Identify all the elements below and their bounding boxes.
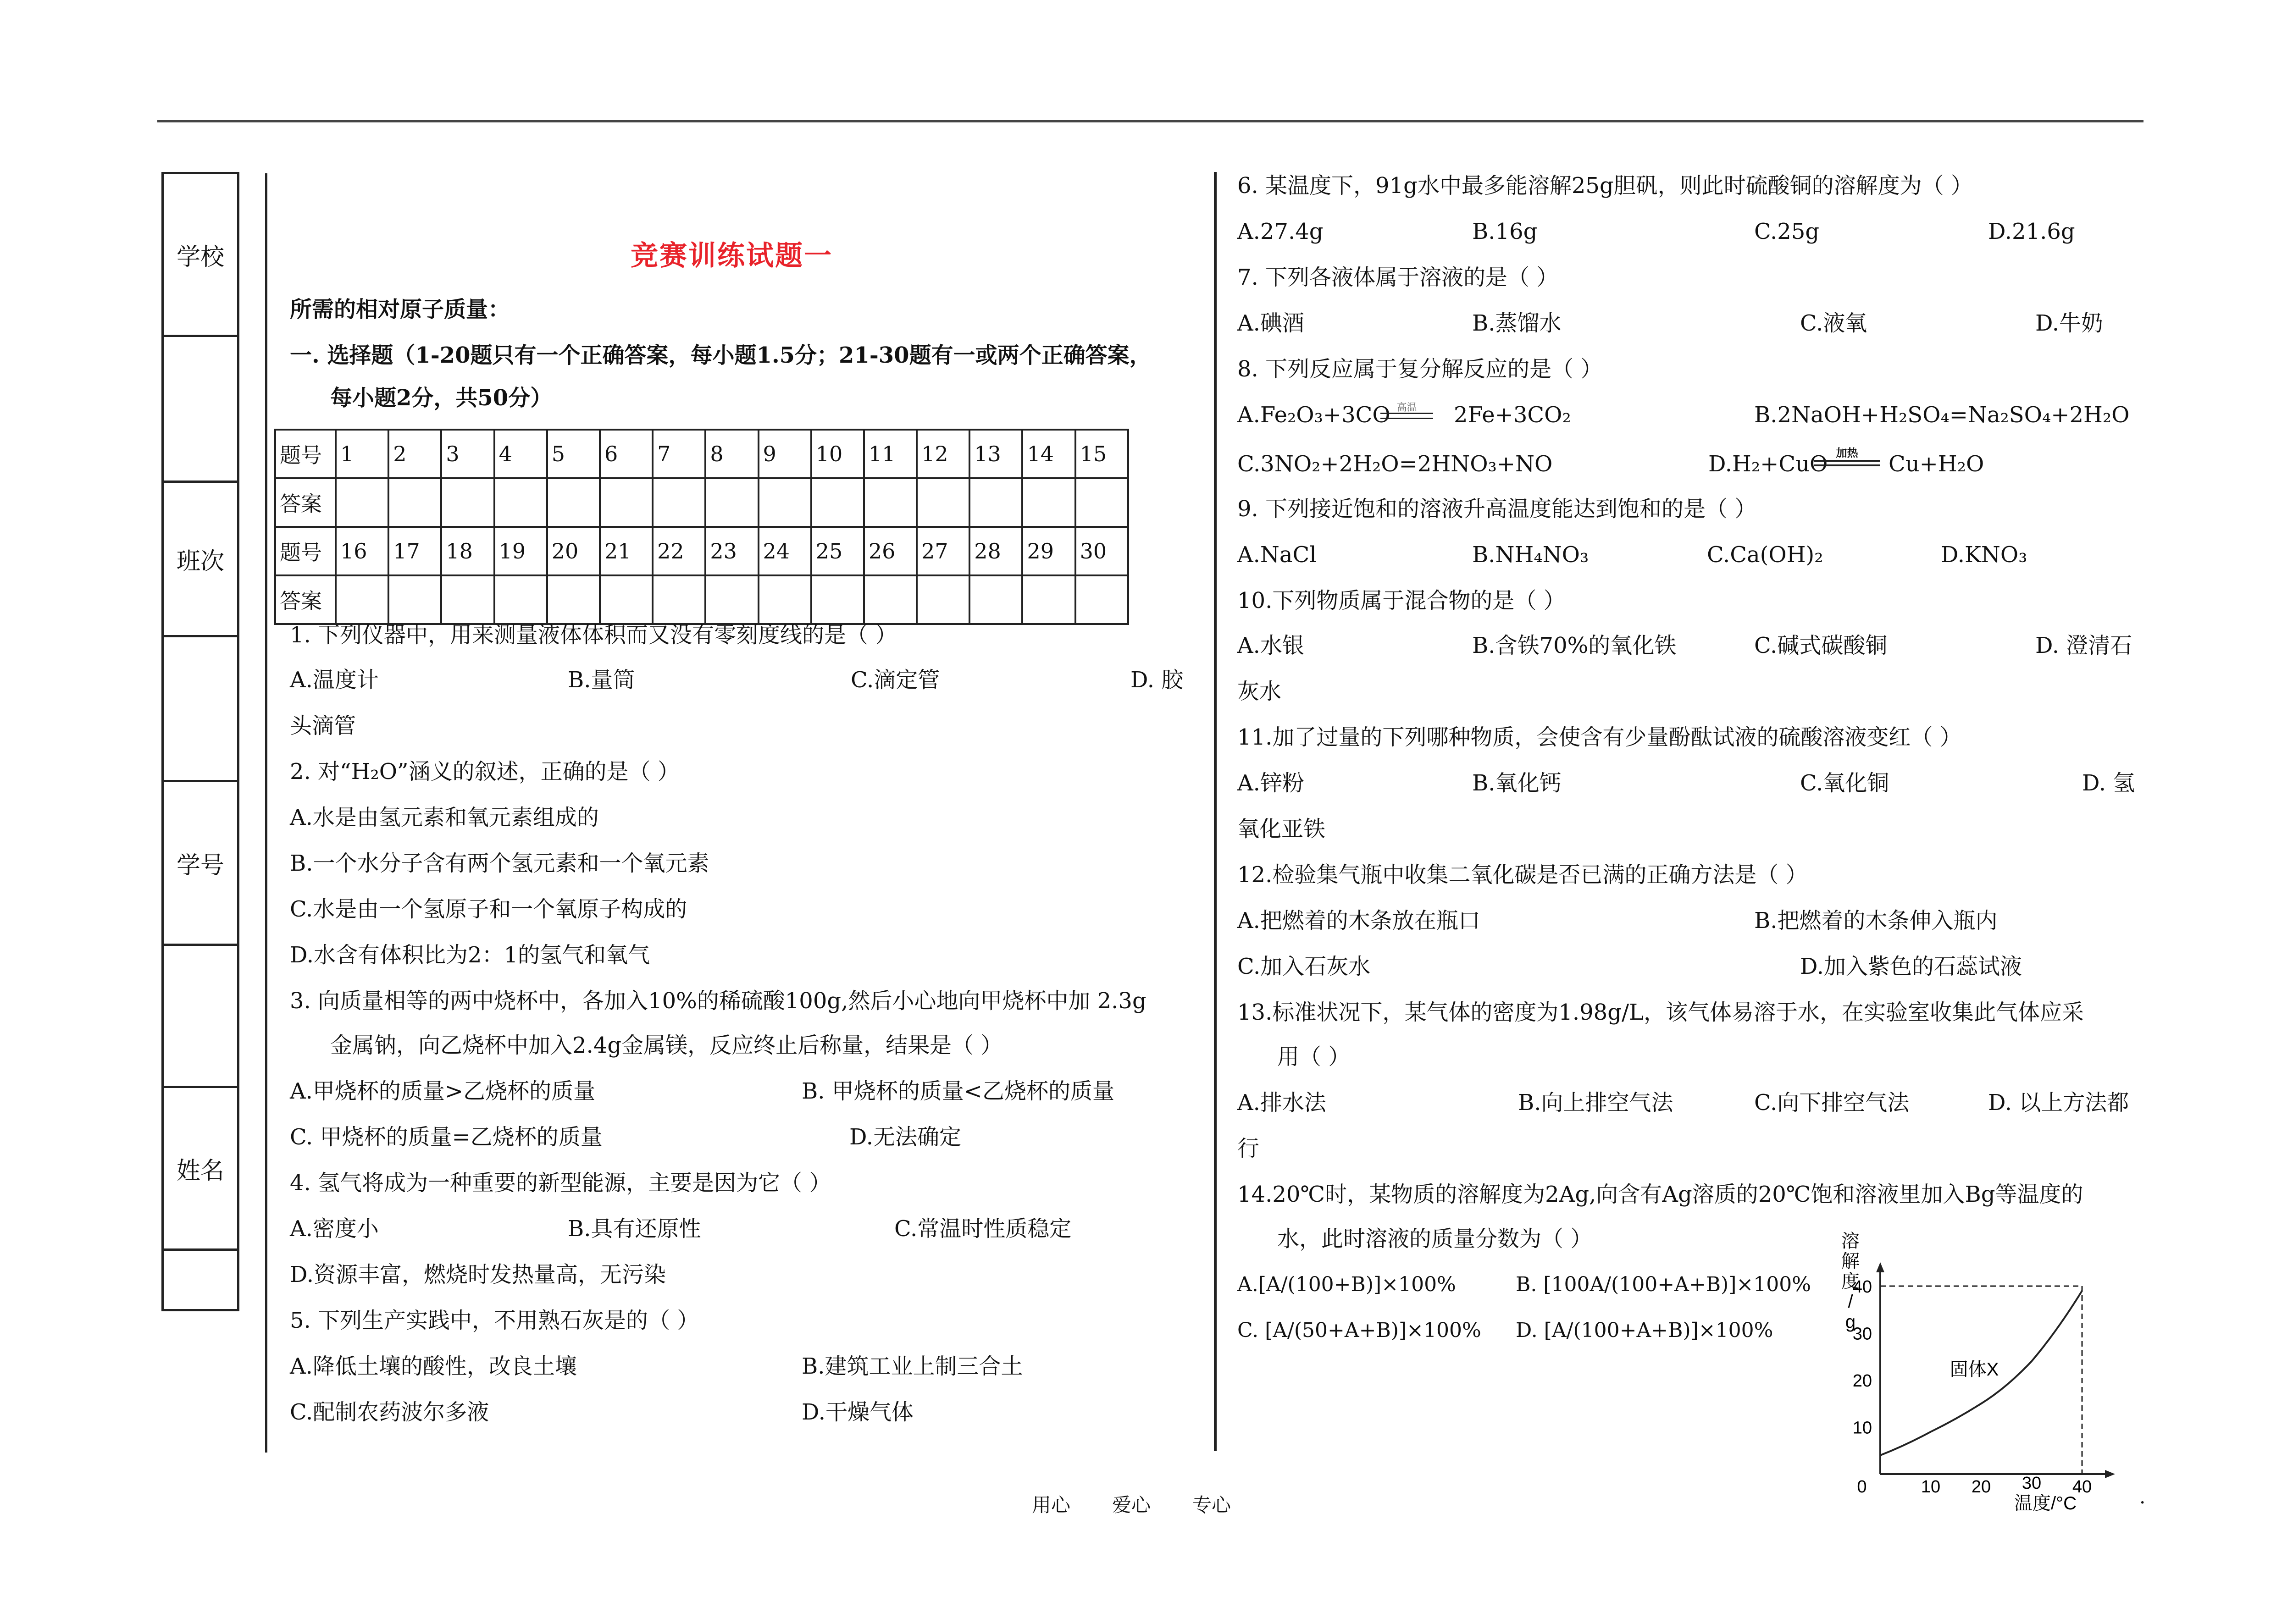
q12-option-b: B.把燃着的木条伸入瓶内: [1754, 908, 1998, 934]
question-7: 7. 下列各液体属于溶液的是（ ）: [1237, 265, 1559, 290]
answer-cell[interactable]: [811, 478, 864, 527]
q7-option-b: B.蒸馏水: [1472, 310, 1562, 336]
table-cell: 24: [759, 527, 811, 575]
y-tick-label: 20: [1852, 1371, 1872, 1391]
class-label: 班次: [164, 483, 237, 637]
table-cell: 9: [759, 430, 811, 478]
curve-annotation: 固体X: [1950, 1359, 1999, 1380]
answer-cell[interactable]: [1022, 478, 1075, 527]
table-cell: 3: [441, 430, 494, 478]
q11-option-b: B.氧化钙: [1472, 770, 1562, 796]
question-3: 3. 向质量相等的两中烧杯中，各加入10%的稀硫酸100g,然后小心地向甲烧杯中加 2.3g: [290, 988, 1146, 1014]
question-10: 10.下列物质属于混合物的是（ ）: [1237, 588, 1566, 613]
table-cell: 10: [811, 430, 864, 478]
q8-option-a: A.Fe₂O₃+3CO: [1237, 402, 1390, 428]
table-cell: 15: [1075, 430, 1128, 478]
q3-option-b: B. 甲烧杯的质量<乙烧杯的质量: [802, 1078, 1115, 1104]
q1-option-a: A.温度计: [290, 667, 379, 693]
q11-option-d-wrap: 氧化亚铁: [1237, 816, 1326, 842]
q9-option-b: B.NH₄NO₃: [1472, 542, 1589, 568]
answer-cell[interactable]: [494, 478, 547, 527]
q14-option-d: D. [A/(100+A+B)]×100%: [1516, 1319, 1773, 1342]
table-cell: 题号: [275, 527, 336, 575]
q10-option-b: B.含铁70%的氧化铁: [1472, 633, 1677, 658]
name-blank: [164, 1251, 237, 1309]
answer-cell[interactable]: [388, 478, 441, 527]
q6-option-c: C.25g: [1754, 219, 1820, 244]
q4-option-d: D.资源丰富，燃烧时发热量高，无污染: [290, 1262, 666, 1287]
answer-cell[interactable]: [494, 575, 547, 624]
q5-option-b: B.建筑工业上制三合土: [802, 1353, 1023, 1379]
question-2: 2. 对“H₂O”涵义的叙述，正确的是（ ）: [290, 759, 680, 784]
table-cell: 11: [864, 430, 917, 478]
question-6: 6. 某温度下，91g水中最多能溶解25g胆矾，则此时硫酸铜的溶解度为（ ）: [1237, 173, 1973, 199]
q1-option-b: B.量筒: [568, 667, 635, 693]
q12-option-c: C.加入石灰水: [1237, 954, 1371, 979]
table-cell: 22: [653, 527, 705, 575]
table-cell: 8: [705, 430, 758, 478]
q14-option-b: B. [100A/(100+A+B)]×100%: [1516, 1273, 1811, 1296]
y-tick-label: 30: [1852, 1324, 1872, 1344]
question-13-cont: 用（ ）: [1277, 1044, 1351, 1070]
table-cell: 19: [494, 527, 547, 575]
y-axis-label-char: /: [1848, 1292, 1853, 1312]
q2-option-a: A.水是由氢元素和氧元素组成的: [290, 805, 599, 830]
top-rule: [157, 120, 2143, 122]
question-9: 9. 下列接近饱和的溶液升高温度能达到饱和的是（ ）: [1237, 496, 1757, 522]
q4-option-c: C.常温时性质稳定: [894, 1216, 1072, 1242]
table-cell: 2: [388, 430, 441, 478]
answer-cell[interactable]: [1075, 575, 1128, 624]
footer-word: 专心: [1192, 1494, 1231, 1516]
q12-option-a: A.把燃着的木条放在瓶口: [1237, 908, 1480, 934]
q3-option-d: D.无法确定: [849, 1124, 962, 1150]
binding-line: [265, 173, 267, 1453]
table-cell: 5: [547, 430, 600, 478]
question-14: 14.20℃时，某物质的溶解度为2Ag,向含有Ag溶质的20℃饱和溶液里加入Bg等温度的: [1237, 1182, 2083, 1207]
table-cell: 12: [917, 430, 969, 478]
q4-option-b: B.具有还原性: [568, 1216, 701, 1242]
table-cell: 18: [441, 527, 494, 575]
y-axis-arrow: [1876, 1262, 1884, 1272]
q6-option-d: D.21.6g: [1988, 219, 2075, 244]
answer-cell[interactable]: [653, 575, 705, 624]
table-row: [275, 478, 1128, 527]
q13-option-c: C.向下排空气法: [1754, 1090, 1910, 1116]
q12-option-d: D.加入紫色的石蕊试液: [1800, 954, 2022, 979]
answer-cell[interactable]: [441, 575, 494, 624]
footer-word: 用心: [1032, 1494, 1071, 1516]
q6-option-b: B.16g: [1472, 219, 1538, 244]
table-cell: 21: [600, 527, 653, 575]
q7-option-c: C.液氧: [1800, 310, 1867, 336]
answer-cell[interactable]: [441, 478, 494, 527]
table-cell: 27: [917, 527, 969, 575]
table-row: [275, 575, 1128, 624]
answer-cell[interactable]: [917, 478, 969, 527]
column-divider: [1214, 172, 1217, 1451]
question-14-cont: 水，此时溶液的质量分数为（ ）: [1277, 1226, 1593, 1252]
q1-option-d: D. 胶: [1130, 667, 1184, 693]
answer-cell[interactable]: [600, 575, 653, 624]
y-tick-label: 10: [1852, 1418, 1872, 1438]
school-label: 学校: [164, 174, 237, 337]
question-13: 13.标准状况下，某气体的密度为1.98g/L，该气体易溶于水，在实验室收集此气体应采: [1237, 1000, 2084, 1025]
q5-option-c: C.配制农药波尔多液: [290, 1399, 489, 1425]
answer-cell[interactable]: [1075, 478, 1128, 527]
student-info-column: [161, 172, 239, 1311]
section-heading: 一. 选择题（1-20题只有一个正确答案，每小题1.5分；21-30题有一或两个正确答案，: [290, 342, 1152, 368]
school-blank: [164, 337, 237, 483]
x-axis-arrow: [2105, 1470, 2115, 1478]
q2-option-c: C.水是由一个氢原子和一个氧原子构成的: [290, 896, 687, 922]
q8-option-b: B.2NaOH+H₂SO₄=Na₂SO₄+2H₂O: [1754, 402, 2130, 428]
table-row: [275, 430, 1128, 478]
q8-d-condition: 加热: [1836, 446, 1858, 459]
table-cell: 29: [1022, 527, 1075, 575]
q13-option-d-wrap: 行: [1237, 1136, 1260, 1161]
table-cell: 答案: [275, 478, 336, 527]
student-id-blank: [164, 946, 237, 1088]
q5-option-d: D.干燥气体: [802, 1399, 914, 1425]
answer-cell[interactable]: [547, 478, 600, 527]
footer-dot: .: [2139, 1486, 2146, 1508]
answer-cell[interactable]: [759, 575, 811, 624]
q8-a-arrow: [1380, 413, 1433, 419]
name-label: 姓名: [164, 1088, 237, 1251]
q1-option-c: C.滴定管: [851, 667, 940, 693]
table-cell: 6: [600, 430, 653, 478]
y-axis-label-char: 溶: [1841, 1231, 1860, 1251]
q14-option-a: A.[A/(100+B)]×100%: [1237, 1273, 1456, 1296]
answer-cell[interactable]: [388, 575, 441, 624]
table-cell: 题号: [275, 430, 336, 478]
answer-cell[interactable]: [547, 575, 600, 624]
answer-cell[interactable]: [600, 478, 653, 527]
footer-word: 爱心: [1112, 1494, 1151, 1516]
q9-option-d: D.KNO₃: [1941, 542, 2027, 568]
page-title: 竞赛训练试题一: [631, 240, 833, 272]
q13-option-d: D. 以上方法都: [1988, 1090, 2129, 1116]
table-cell: 17: [388, 527, 441, 575]
student-id-label: 学号: [164, 782, 237, 946]
q4-option-a: A.密度小: [290, 1216, 379, 1242]
question-4: 4. 氢气将成为一种重要的新型能源，主要是因为它（ ）: [290, 1170, 831, 1196]
x-axis-label: 温度/°C: [2014, 1493, 2077, 1514]
q2-option-d: D.水含有体积比为2：1的氢气和氧气: [290, 942, 650, 968]
table-cell: 1: [336, 430, 388, 478]
answer-cell[interactable]: [864, 575, 917, 624]
answer-cell[interactable]: [917, 575, 969, 624]
x-tick-label: 30: [2022, 1474, 2042, 1493]
x-tick-label: 20: [1971, 1477, 1991, 1497]
y-axis-label: [1841, 1231, 1860, 1332]
atomic-mass-heading: 所需的相对原子质量：: [290, 297, 510, 322]
x-tick-label: 10: [1921, 1477, 1941, 1497]
q10-option-d: D. 澄清石: [2035, 633, 2132, 658]
question-3-cont: 金属钠，向乙烧杯中加入2.4g金属镁，反应终止后称量，结果是（ ）: [330, 1033, 1003, 1058]
q7-option-a: A.碘酒: [1237, 310, 1304, 336]
answer-cell[interactable]: [653, 478, 705, 527]
table-cell: 4: [494, 430, 547, 478]
q10-option-d-wrap: 灰水: [1237, 679, 1282, 704]
table-cell: 23: [705, 527, 758, 575]
answer-table: [274, 429, 1129, 625]
x-tick-label: 40: [2072, 1477, 2092, 1497]
table-cell: 7: [653, 430, 705, 478]
table-cell: 28: [969, 527, 1022, 575]
q8-option-d: D.H₂+CuO: [1708, 451, 1828, 477]
table-cell: 20: [547, 527, 600, 575]
question-1: 1. 下列仪器中，用来测量液体体积而又没有零刻度线的是（ ）: [290, 622, 897, 648]
table-cell: 14: [1022, 430, 1075, 478]
q10-option-a: A.水银: [1237, 633, 1304, 658]
y-axis-label-char: g: [1845, 1312, 1856, 1332]
q7-option-d: D.牛奶: [2035, 310, 2104, 336]
question-12: 12.检验集气瓶中收集二氧化碳是否已满的正确方法是（ ）: [1237, 862, 1808, 888]
table-cell: 答案: [275, 575, 336, 624]
q1-option-d-wrap: 头滴管: [290, 713, 356, 739]
answer-cell[interactable]: [811, 575, 864, 624]
section-heading-cont: 每小题2分，共50分）: [330, 385, 553, 411]
question-11: 11.加了过量的下列哪种物质，会使含有少量酚酞试液的硫酸溶液变红（ ）: [1237, 724, 1962, 750]
q10-option-c: C.碱式碳酸铜: [1754, 633, 1888, 658]
answer-cell[interactable]: [969, 478, 1022, 527]
answer-cell[interactable]: [705, 478, 758, 527]
q11-option-c: C.氧化铜: [1800, 770, 1889, 796]
q13-option-b: B.向上排空气法: [1518, 1090, 1673, 1116]
q8-option-a-product: 2Fe+3CO₂: [1454, 402, 1571, 428]
y-axis-label-char: 解: [1841, 1251, 1860, 1271]
table-cell: 25: [811, 527, 864, 575]
q6-option-a: A.27.4g: [1237, 219, 1324, 244]
q11-option-a: A.锌粉: [1237, 770, 1304, 796]
question-5: 5. 下列生产实践中，不用熟石灰是的（ ）: [290, 1308, 699, 1333]
answer-cell[interactable]: [969, 575, 1022, 624]
q8-d-arrow: [1814, 460, 1880, 466]
q3-option-a: A.甲烧杯的质量>乙烧杯的质量: [290, 1078, 596, 1104]
y-tick-label: 40: [1852, 1277, 1872, 1297]
q8-option-d-product: Cu+H₂O: [1889, 451, 1984, 477]
answer-cell[interactable]: [705, 575, 758, 624]
table-cell: 26: [864, 527, 917, 575]
table-cell: 16: [336, 527, 388, 575]
x-tick-label: 0: [1857, 1477, 1867, 1497]
q11-option-d: D. 氢: [2082, 770, 2135, 796]
table-cell: 13: [969, 430, 1022, 478]
question-8: 8. 下列反应属于复分解反应的是（ ）: [1237, 356, 1603, 382]
solubility-chart: [1834, 1229, 2146, 1522]
table-cell: 30: [1075, 527, 1128, 575]
answer-cell[interactable]: [336, 478, 388, 527]
table-row: [275, 527, 1128, 575]
q3-option-c: C. 甲烧杯的质量=乙烧杯的质量: [290, 1124, 603, 1150]
answer-cell[interactable]: [759, 478, 811, 527]
q14-option-c: C. [A/(50+A+B)]×100%: [1237, 1319, 1481, 1342]
answer-cell[interactable]: [864, 478, 917, 527]
class-blank: [164, 637, 237, 782]
q5-option-a: A.降低土壤的酸性，改良土壤: [290, 1353, 577, 1379]
y-axis-label-char: 度: [1841, 1271, 1860, 1292]
q8-option-c: C.3NO₂+2H₂O=2HNO₃+NO: [1237, 451, 1553, 477]
q9-option-a: A.NaCl: [1237, 542, 1317, 568]
q13-option-a: A.排水法: [1237, 1090, 1326, 1116]
q2-option-b: B.一个水分子含有两个氢元素和一个氧元素: [290, 851, 709, 876]
answer-cell[interactable]: [1022, 575, 1075, 624]
q9-option-c: C.Ca(OH)₂: [1707, 542, 1823, 568]
answer-cell[interactable]: [336, 575, 388, 624]
q8-a-condition: 高温: [1396, 402, 1417, 414]
